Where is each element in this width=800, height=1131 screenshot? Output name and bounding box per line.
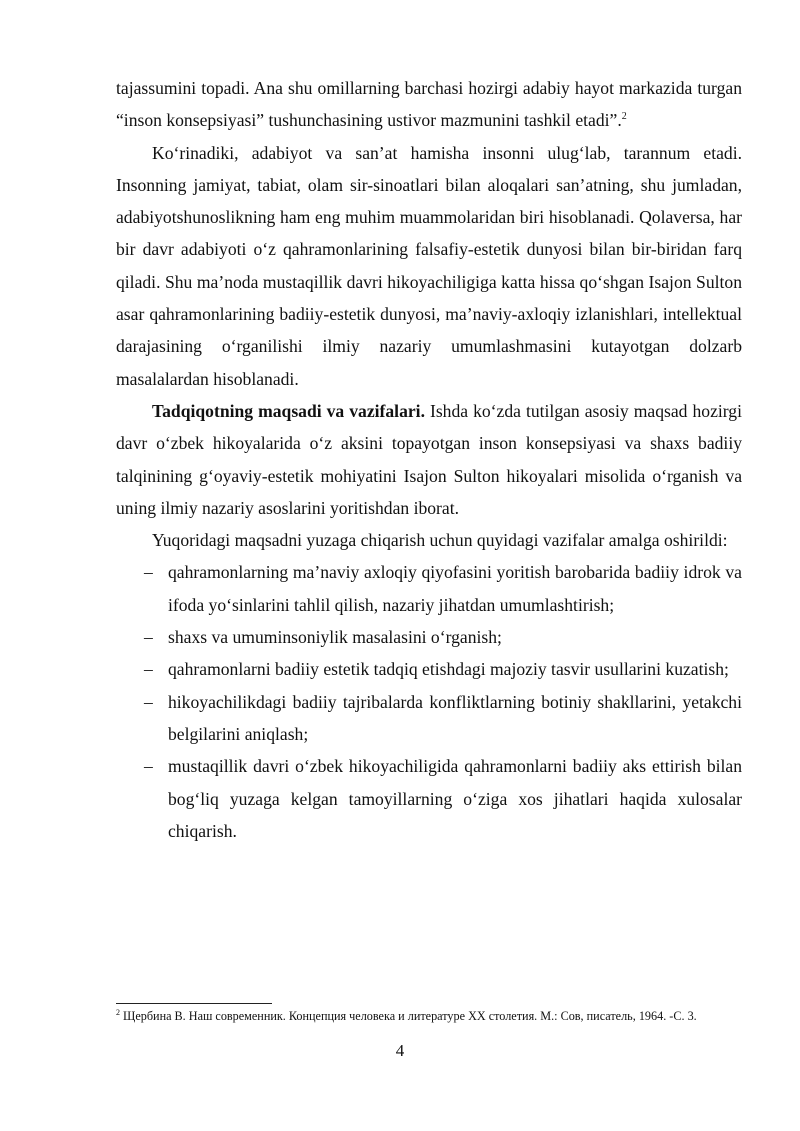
paragraph-maqsad (116, 395, 742, 524)
list-item (116, 621, 742, 653)
footnote-separator (116, 1003, 272, 1004)
footnote-text: Щербина В. Наш современник. Концепция человека и литературе ХХ столетия. М.: Сов, писатель, 1964. -С. 3. (120, 1009, 697, 1023)
list-item-text: hikoyachilikdagi badiiy tajribalarda konfliktlarning botiniy shakllarini, yetakchi belgilarini aniqlash; (168, 691, 742, 744)
dash-bullet: – (144, 562, 153, 583)
footnote (116, 1008, 742, 1025)
page-number: 4 (395, 1041, 405, 1060)
list-item-text: shaxs va umuminsoniylik masalasini o‘rganish; (168, 627, 502, 648)
list-item (116, 686, 742, 751)
footnote-reference[interactable]: 2 (621, 111, 627, 123)
list-item (116, 653, 742, 685)
paragraph-continuation (116, 72, 742, 137)
footnote-number: 2 (116, 1007, 120, 1017)
list-item (116, 556, 742, 621)
tasks-list (116, 556, 742, 847)
dash-bullet: – (144, 659, 153, 680)
paragraph-text: tajassumini topadi. Ana shu omillarning barchasi hozirgi adabiy hayot markazida turgan “inson konsepsiyasi” tushunchasining ustivor mazmunini tashkil etadi”. (116, 78, 742, 131)
main-text-block (116, 72, 742, 847)
paragraph-adabiyot: Ko‘rinadiki, adabiyot va san’at hamisha insonni ulug‘lab, tarannum etadi. Insonning jamiyat, tabiat, olam sir-sinoatlari bilan aloqalari san’atning, shu jumladan, adabiyotshunoslikning ham eng muhim muammolaridan biri hisoblanadi. Qolaversa, har bir davr adabiyoti o‘z qahramonlarining falsafiy-estetik dunyosi bilan bir-biridan farq qiladi. Shu ma’noda mustaqillik davri hikoyachiligiga katta hissa qo‘shgan Isajon Sulton asar qahramonlarining badiiy-estetik dunyosi, ma’naviy-axloqiy izlanishlari, intellektual darajasining o‘rganilishi ilmiy nazariy umumlashmasini kutayotgan dolzarb masalalardan hisoblanadi. (116, 142, 742, 389)
list-item-text: qahramonlarning ma’naviy axloqiy qiyofasini yoritish barobarida badiiy idrok va ifoda yo‘sinlarini tahlil qilish, nazariy jihatdan umumlashtirish; (168, 562, 742, 615)
list-item-text: mustaqillik davri o‘zbek hikoyachiligida qahramonlarni badiiy aks ettirish bilan bog‘liq yuzaga kelgan tamoyillarning o‘ziga xos jihatlari haqida xulosalar chiqarish. (168, 756, 742, 841)
paragraph-vazifalar-intro: Yuqoridagi maqsadni yuzaga chiqarish uchun quyidagi vazifalar amalga oshirildi: (152, 530, 728, 551)
dash-bullet: – (144, 627, 153, 648)
list-item (116, 750, 742, 847)
dash-bullet: – (144, 691, 153, 712)
section-heading: Tadqiqotning maqsadi va vazifalari. (152, 400, 425, 421)
dash-bullet: – (144, 756, 153, 777)
paragraph-text: Ishda ko‘zda tutilgan asosiy maqsad hozirgi davr o‘zbek hikoyalarida o‘z aksini topayotgan inson konsepsiyasi va shaxs badiiy talqinining g‘oyaviy-estetik mohiyatini Isajon Sulton hikoyalari misolida o‘rganish va uning ilmiy nazariy asoslarini yoritishdan iborat. (116, 400, 742, 518)
list-item-text: qahramonlarni badiiy estetik tadqiq etishdagi majoziy tasvir usullarini kuzatish; (168, 659, 729, 680)
